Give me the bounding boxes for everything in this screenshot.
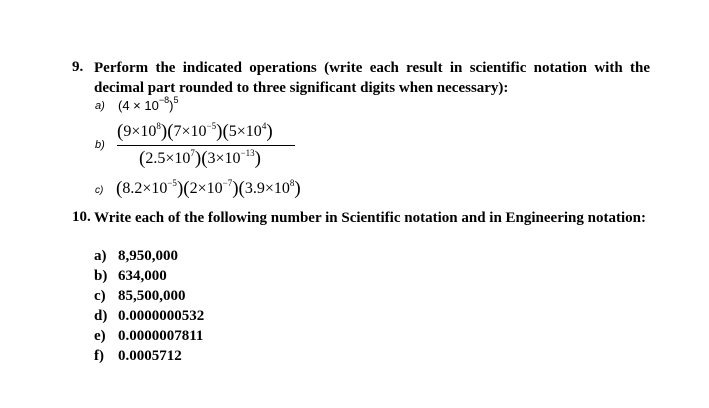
q10-item — [94, 288, 186, 305]
question-10-text: Write each of the following number in Scientific notation and in Engineering notation: — [94, 210, 646, 226]
q10-item-value: 0.0000007811 — [118, 328, 204, 344]
q9-a-close: ) — [169, 98, 174, 113]
q10-item-label: c) — [94, 288, 106, 304]
q9-b-den-factor-1: 2.5×10 — [145, 150, 191, 167]
q9-b-den-exp-2: −13 — [240, 148, 255, 158]
q10-item-value: 0.0005712 — [118, 348, 182, 364]
q9-c-exp-2: −7 — [222, 178, 233, 188]
q10-item-label: d) — [94, 308, 108, 324]
q10-item — [94, 268, 167, 285]
q10-item-label: f) — [94, 348, 104, 364]
q10-item-value: 0.0000000532 — [118, 308, 205, 324]
q9-a-base: (4 × 10 — [118, 98, 159, 113]
q9-b-denominator: $(2.5\times 10^7)(3\times 10^{-13})$ — [139, 148, 261, 169]
question-10-number: 10. — [72, 209, 91, 225]
q9-b-num-exp-1: 8 — [156, 121, 161, 131]
q9-a-expression — [118, 95, 179, 113]
q9-b-numerator: $(9\times 10^8)(7\times 10^{-5})(5\times 10^4)$ — [117, 121, 273, 142]
q9-b-num-exp-2: −5 — [206, 121, 217, 131]
q10-item — [94, 248, 178, 265]
q9-c-exp-1: −5 — [167, 178, 177, 188]
q10-item-label: a) — [94, 248, 107, 264]
q9-b-num-exp-3: 4 — [261, 121, 267, 131]
question-9-number: 9. — [72, 59, 84, 75]
q9-b-fraction-bar — [117, 145, 295, 146]
q9-b-den-factor-2: 3×10 — [207, 150, 241, 167]
q10-item — [94, 348, 182, 365]
q9-b-num-factor-1: 9×10 — [123, 123, 157, 140]
q10-item-value: 634,000 — [118, 268, 167, 284]
q9-c-expression: $(8.2\times 10^{-5})(2\times 10^{-7})(3.9\times 10^8)$ — [116, 178, 301, 199]
q9-b-num-factor-2: 7×10 — [173, 123, 207, 140]
q10-item-value: 8,950,000 — [118, 248, 178, 264]
q9-c-label: c) — [95, 185, 104, 196]
q10-item-value: 85,500,000 — [118, 288, 186, 304]
q9-b-den-exp-1: 7 — [190, 148, 195, 158]
q9-a-exponent: −8 — [158, 95, 170, 105]
q9-c-factor-1: 8.2×10 — [122, 180, 168, 197]
q9-b-num-factor-3: 5×10 — [228, 123, 262, 140]
q10-item-label: e) — [94, 328, 106, 344]
question-9-text: Perform the indicated operations (write each result in scientific notation with the decimal part rounded to three significant digits when necessary): — [94, 60, 650, 96]
q9-b-label: b) — [95, 139, 105, 151]
q9-a-label: a) — [95, 100, 105, 112]
q9-a-power: 5 — [173, 95, 179, 105]
q10-item-label: b) — [94, 268, 108, 284]
q10-item — [94, 308, 204, 325]
q9-c-exp-3: 8 — [289, 178, 295, 188]
q9-c-factor-3: 3.9×10 — [244, 180, 290, 197]
q10-item — [94, 328, 203, 345]
q9-c-factor-2: 2×10 — [189, 180, 223, 197]
